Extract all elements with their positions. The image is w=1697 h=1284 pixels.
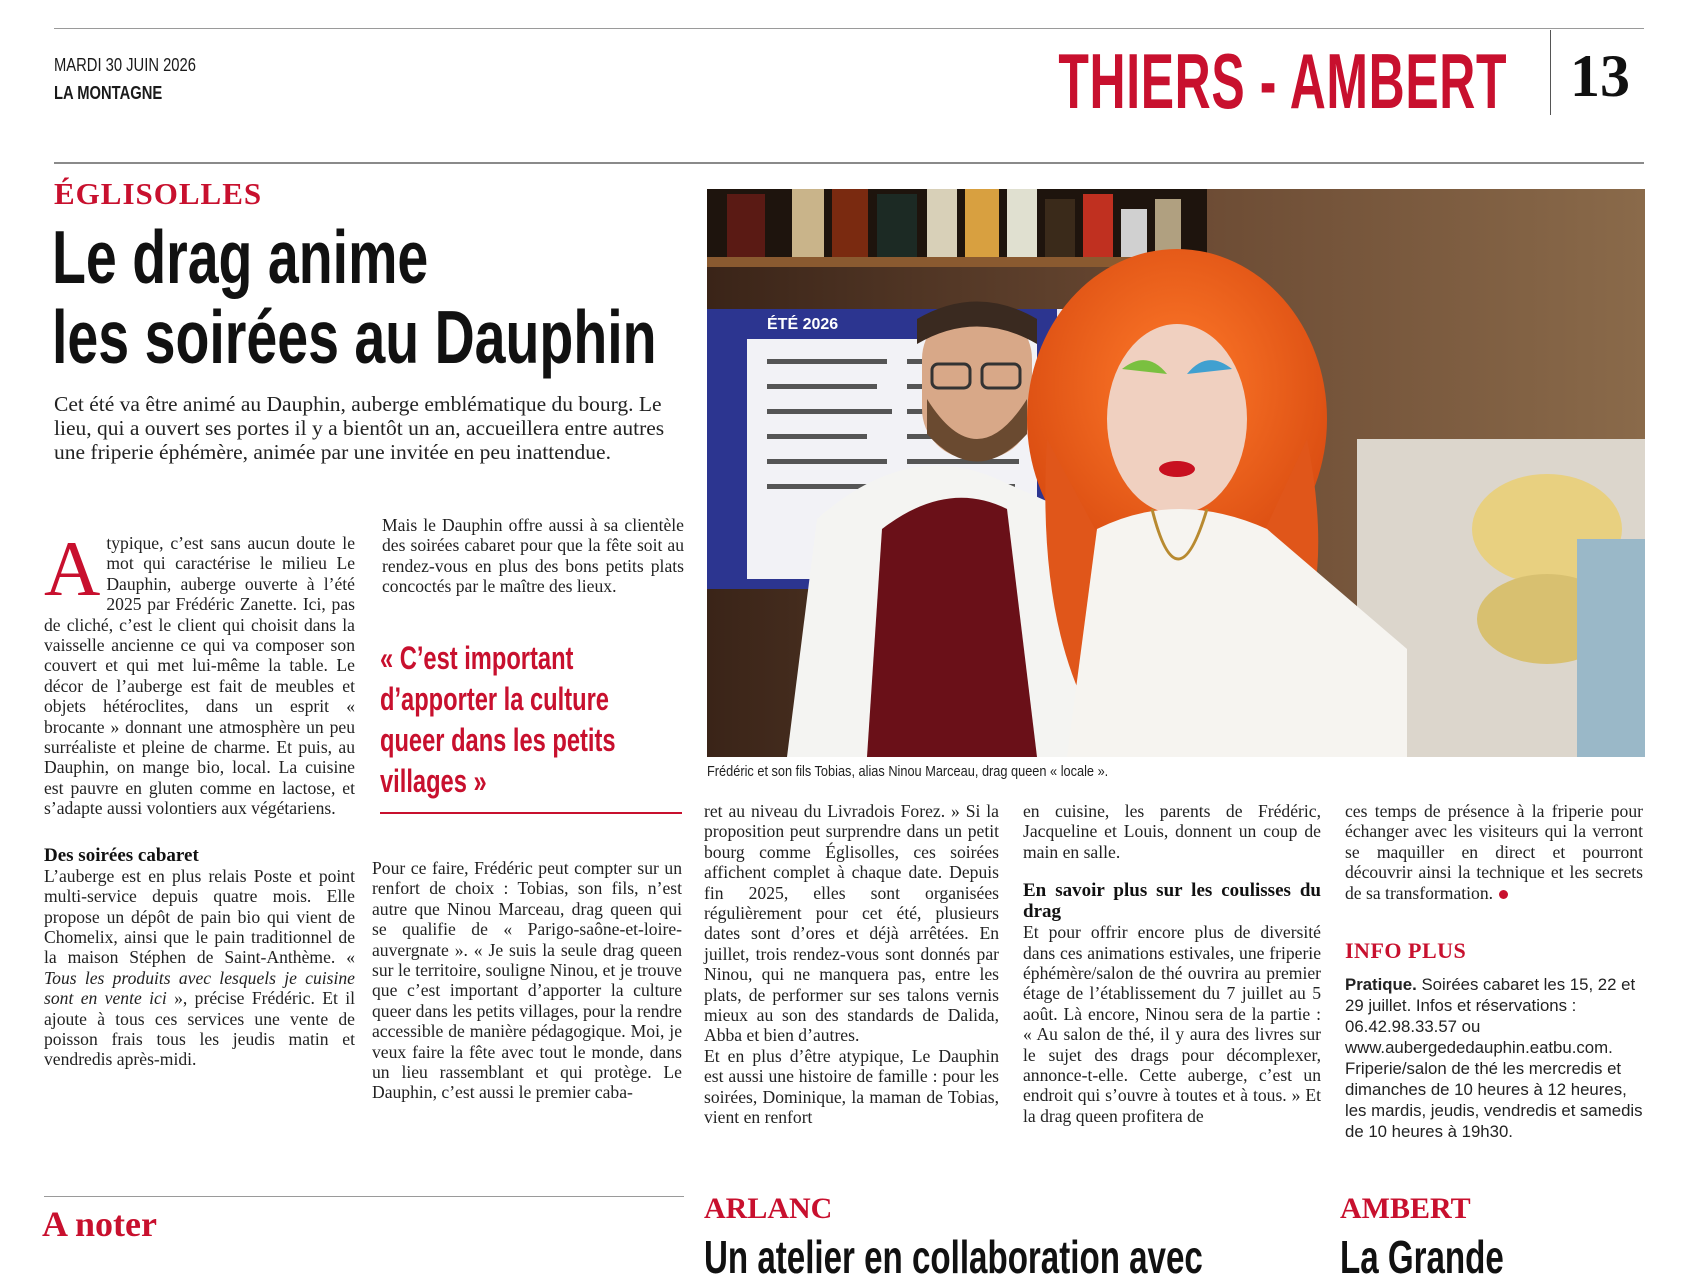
info-plus-body [1345,974,1643,1142]
article-kicker: ÉGLISOLLES [54,176,263,211]
column-1 [44,525,356,1070]
poster-title: ÉTÉ 2026 [767,316,839,333]
pull-quote-rule [380,812,682,814]
a-noter-label: A noter [42,1204,157,1244]
drop-cap: A [44,525,101,612]
column-4 [1023,801,1321,1126]
info-plus-text: Soirées cabaret les 15, 22 et 29 juillet. Infos et réservations : 06.42.98.33.57 ou www.aubergededauphin.eatbu.com. Friperie/salon de thé les mercredis et dimanches de 10 heures à 12 heures, les mardis, jeudis, vendredis et samedis de 10 heures à 19h30. [1345,975,1643,1141]
section-title: THIERS - AMBERT [1058,37,1507,125]
ambert-headline: La Grande [1340,1231,1504,1283]
column-3-paragraph-1: ret au niveau du Livradois Forez. » Si la proposition peut surprendre dans un petit bourg comme Églisolles, ces soirées affichent complet à chaque date. Depuis fin 2025, elles sont organisées régulièrement pour cet été, plusieurs dates sont d’ores et déjà arrêtées. En juillet, trois rendez-vous sont donnés par Ninou, qui ne manquera pas, entre les plats, de performer sur ses talons vernis mieux au son des standards de Dalida, Abba et bien d’autres. [704,801,999,1046]
paragraph-2-text-b: », précise Frédéric. Et il ajoute à tous ces services une vente de poisson frais tous les jeudis matin et vendredis après-midi. [44,988,356,1070]
end-of-article-mark [1499,890,1508,899]
pull-quote: « C’est important d’apporter la culture queer dans les petits villages » [380,640,616,799]
paragraph-2-text-a: L’auberge est en plus relais Poste et point multi-service depuis quatre mois. Elle propose un dépôt de pain bio qui vient de Chomelix, ainsi que le pain traditionnel de la maison Stéphen de Saint-Anthème. « [44,865,355,968]
column-5-paragraph-1: ces temps de présence à la friperie pour échanger avec les visiteurs qui la verront se maquiller en direct et pourront découvrir ainsi la technique et les secrets de sa transformation. [1345,801,1643,903]
column-2-paragraph-1: Mais le Dauphin offre aussi à sa clientèle des soirées cabaret pour que la fête soit au rendez-vous en plus des bons petits plats concoctés par le maître des lieux. [382,515,684,597]
column-4-paragraph-1: en cuisine, les parents de Frédéric, Jacqueline et Louis, donnent un coup de main en salle. [1023,801,1321,862]
subhead-coulisses-drag: En savoir plus sur les coulisses du drag [1023,880,1321,923]
arlanc-headline: Un atelier en collaboration avec [704,1231,1203,1283]
masthead-divider [1550,30,1551,115]
subhead-soirees-cabaret: Des soirées cabaret [44,844,199,866]
column-3-paragraph-2: Et en plus d’être atypique, Le Dauphin est aussi une histoire de famille : pour les soirées, Dominique, la maman de Tobias, vient en renfort [704,1045,999,1128]
ambert-label: AMBERT [1340,1192,1471,1225]
info-plus-title: INFO PLUS [1345,938,1467,963]
arlanc-label: ARLANC [704,1192,833,1225]
column-5 [1345,801,1643,903]
paragraph-1 [44,525,355,819]
photo-illustration [707,189,1645,757]
paragraph-2-quote: Tous les produits avec lesquels je cuisine sont en vente ici [44,967,355,1009]
article-photo [707,189,1645,757]
header-rule [54,162,1644,164]
column-2-top [382,515,684,597]
bottles [727,189,1181,257]
newspaper-name: LA MONTAGNE [54,83,163,103]
paragraph-1-text: typique, c’est sans aucun doute le mot qui caractérise le milieu Le Dauphin, auberge ouverte à l’été 2025 par Frédéric Zanette. Ici, pas de cliché, c’est le client qui choisit dans la vaisselle ancienne ce qui va composer son couvert et qui met lui-même la table. Le décor de l’auberge est fait de meubles et objets hétéroclites, dans un esprit « brocante » donnant une atmosphère un peu surréaliste et pleine de charme. Et puis, au Dauphin, on mange bio, local. La cuisine est pauvre en gluten comme en lactose, et s’adapte aussi volontiers aux végétariens. [44,533,355,819]
headline-line-2: les soirées au Dauphin [52,295,657,379]
column-2-bottom [372,858,682,1103]
top-rule [54,28,1644,29]
info-plus-label: Pratique. [1345,975,1417,994]
issue-date: MARDI 30 JUIN 2026 [54,55,196,75]
photo-caption: Frédéric et son fils Tobias, alias Ninou Marceau, drag queen « locale ». [707,764,1109,780]
column-4-paragraph-2: Et pour offrir encore plus de diversité dans ces animations estivales, une friperie éphémère/salon de thé ouvrira au premier étage de l’établissement du 7 juillet au 5 août. Là encore, Ninou sera de la partie : « Au salon de thé, il y aura des livres sur le sujet des drags pour décomplexer, annonce-t-elle. Cette auberge, c’est un endroit qui s’ouvre à toutes et à tous. » Et la drag queen profitera de [1023,922,1321,1126]
page-number: 13 [1570,43,1630,109]
column-3 [704,801,999,1128]
bottom-rule-left [44,1196,684,1197]
article-lead: Cet été va être animé au Dauphin, auberge emblématique du bourg. Le lieu, qui a ouvert ses portes il y a bientôt un an, accueillera entre autres une friperie éphémère, animée par une invitée en peu inattendue. [54,392,665,464]
paragraph-2 [44,866,355,1070]
headline-line-1: Le drag anime [52,215,429,299]
column-2-paragraph-2: Pour ce faire, Frédéric peut compter sur un renfort de choix : Tobias, son fils, n’est autre que Ninou Marceau, drag queen qui se qualifie de « Parigo-saône-et-loire-auvergnate ». « Je suis la seule drag queen sur le territoire, souligne Ninou, et je trouve que c’est important d’apporter la culture queer dans les petits villages, pour la rendre accessible de manière pédagogique. Moi, je veux faire la fête avec tout le monde, dans un lieu rassemblant et qui protège. Le Dauphin, c’est aussi le premier caba- [372,858,682,1103]
